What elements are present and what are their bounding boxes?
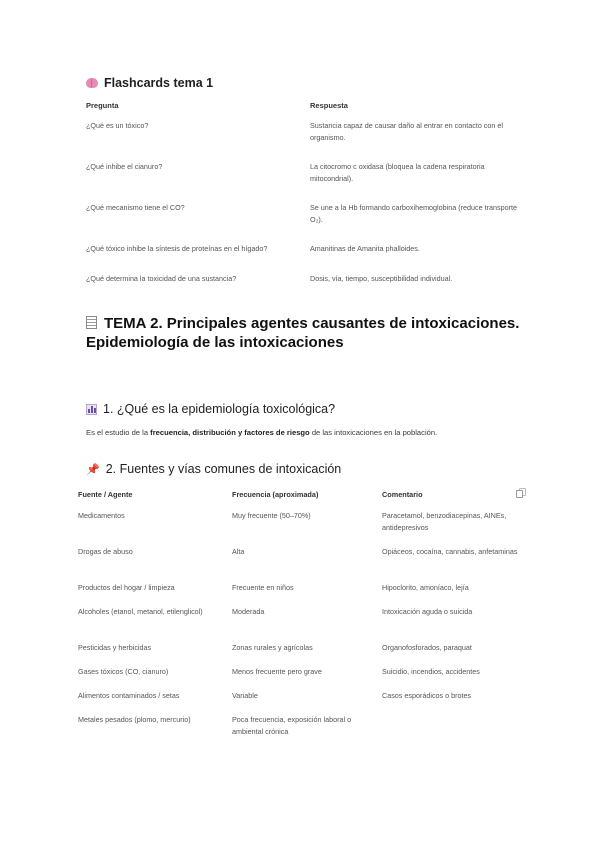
table-row xyxy=(86,198,532,239)
column-header-pregunta: Pregunta xyxy=(86,101,119,111)
flashcards-title: Flashcards tema 1 xyxy=(104,76,214,90)
question-cell: ¿Qué inhibe el cianuro? xyxy=(86,162,163,171)
section2-title: 2. Fuentes y vías comunes de intoxicación xyxy=(105,462,342,476)
column-header-respuesta: Respuesta xyxy=(310,101,348,111)
flashcards-heading xyxy=(86,76,213,90)
source-cell: Productos del hogar / limpieza xyxy=(78,583,175,592)
table-header-row xyxy=(86,98,532,114)
sources-table xyxy=(78,486,528,744)
answer-cell: Amanitinas de Amanita phalloides. xyxy=(310,244,420,253)
table-row xyxy=(78,540,528,576)
source-cell: Alcoholes (etanol, metanol, etilenglicol) xyxy=(78,607,203,616)
paragraph-text: Es el estudio de la xyxy=(86,428,151,437)
column-header-fuente: Fuente / Agente xyxy=(78,490,133,499)
frequency-cell: Frecuente en niños xyxy=(232,583,294,592)
comment-cell: Intoxicación aguda o suicida xyxy=(382,607,473,616)
table-row xyxy=(78,576,528,600)
document-icon xyxy=(86,316,97,329)
table-row xyxy=(86,114,532,157)
frequency-cell: Poca frecuencia, exposición laboral o ambiental crónica xyxy=(232,715,352,736)
table-row xyxy=(78,600,528,636)
comment-cell: Hipoclorito, amoníaco, lejía xyxy=(382,583,469,592)
answer-cell: Dosis, vía, tiempo, susceptibilidad individual. xyxy=(310,274,453,283)
table-row xyxy=(86,269,532,293)
frequency-cell: Alta xyxy=(232,547,245,556)
tema-title: TEMA 2. Principales agentes causantes de intoxicaciones. Epidemiología de las intoxicaciones xyxy=(86,315,520,351)
tema-heading xyxy=(86,314,536,352)
source-cell: Metales pesados (plomo, mercurio) xyxy=(78,715,191,724)
table-row xyxy=(78,504,528,540)
brain-icon xyxy=(86,78,98,88)
pushpin-icon: 📌 xyxy=(86,463,100,476)
table-row xyxy=(78,660,528,684)
frequency-cell: Variable xyxy=(232,691,258,700)
question-cell: ¿Qué determina la toxicidad de una sustancia? xyxy=(86,274,237,283)
comment-cell: Suicidio, incendios, accidentes xyxy=(382,667,480,676)
frequency-cell: Moderada xyxy=(232,607,265,616)
question-cell: ¿Qué mecanismo tiene el CO? xyxy=(86,203,185,212)
frequency-cell: Zonas rurales y agrícolas xyxy=(232,643,313,652)
comment-cell xyxy=(382,708,528,744)
comment-cell: Casos esporádicos o brotes xyxy=(382,691,472,700)
column-header-frecuencia: Frecuencia (aproximada) xyxy=(232,490,319,499)
question-cell: ¿Qué tóxico inhibe la síntesis de proteínas en el hígado? xyxy=(86,244,268,253)
answer-cell: La citocromo c oxidasa (bloquea la cadena respiratoria mitocondrial). xyxy=(310,162,485,183)
answer-cell: Sustancia capaz de causar daño al entrar en contacto con el organismo. xyxy=(310,121,503,142)
flashcards-table xyxy=(86,98,532,293)
question-cell: ¿Qué es un tóxico? xyxy=(86,121,149,130)
table-row xyxy=(86,157,532,198)
column-header-comentario: Comentario xyxy=(382,490,423,499)
table-row xyxy=(86,239,532,269)
bar-chart-icon xyxy=(86,404,97,415)
section-heading-epidemiologia xyxy=(86,402,335,416)
comment-cell: Organofosforados, paraquat xyxy=(382,643,472,652)
source-cell: Pesticidas y herbicidas xyxy=(78,643,152,652)
comment-cell: Opiáceos, cocaína, cannabis, anfetaminas xyxy=(382,547,518,556)
table-row xyxy=(78,636,528,660)
comment-cell: Paracetamol, benzodiacepinas, AINEs, antidepresivos xyxy=(382,511,507,532)
paragraph-text: de las intoxicaciones en la población. xyxy=(309,428,438,437)
section1-title: 1. ¿Qué es la epidemiología toxicológica? xyxy=(103,402,336,416)
source-cell: Medicamentos xyxy=(78,511,125,520)
table-header-row xyxy=(78,486,528,504)
definition-paragraph xyxy=(86,428,536,437)
table-row xyxy=(78,684,528,708)
source-cell: Gases tóxicos (CO, cianuro) xyxy=(78,667,169,676)
source-cell: Drogas de abuso xyxy=(78,547,133,556)
frequency-cell: Muy frecuente (50–70%) xyxy=(232,511,311,520)
frequency-cell: Menos frecuente pero grave xyxy=(232,667,322,676)
answer-cell: Se une a la Hb formando carboxihemoglobina (reduce transporte O₂). xyxy=(310,203,517,224)
source-cell: Alimentos contaminados / setas xyxy=(78,691,180,700)
section-heading-fuentes xyxy=(86,462,341,476)
paragraph-bold-text: frecuencia, distribución y factores de riesgo xyxy=(150,428,310,437)
table-row xyxy=(78,708,528,744)
